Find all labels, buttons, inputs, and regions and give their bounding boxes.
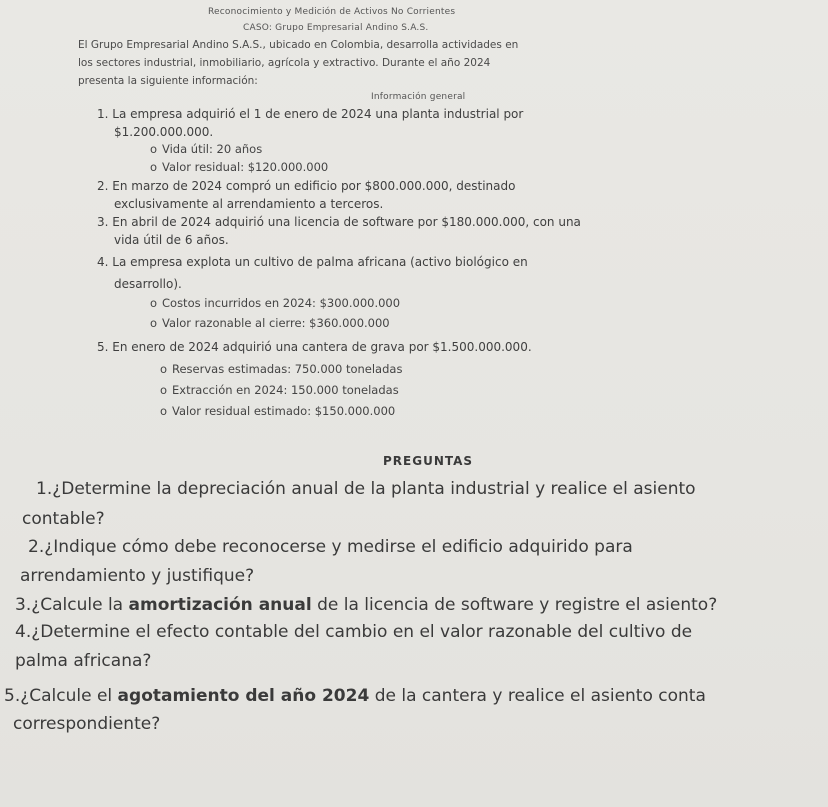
bullet-icon: o xyxy=(160,404,168,418)
item-5-sub-2: o Extracción en 2024: 150.000 toneladas xyxy=(160,383,399,397)
item-5-sub-1: o Reservas estimadas: 750.000 toneladas xyxy=(160,362,403,376)
item-1-line-b: $1.200.000.000. xyxy=(114,125,214,139)
item-3-line-b: vida útil de 6 años. xyxy=(114,233,229,247)
question-4-line-b: palma africana? xyxy=(15,651,152,671)
question-5: 5.¿Calcule el agotamiento del año 2024 de la cantera y realice el asiento conta xyxy=(4,686,706,706)
question-2-line-a: 2.¿Indique cómo debe reconocerse y medirse el edificio adquirido para xyxy=(28,537,633,557)
question-4-line-a: 4.¿Determine el efecto contable del cambio en el valor razonable del cultivo de xyxy=(15,622,693,642)
question-2-line-b: arrendamiento y justifique? xyxy=(20,566,255,586)
item-1-sub-1: o Vida útil: 20 años xyxy=(150,142,263,156)
item-2-line-b: exclusivamente al arrendamiento a terceros. xyxy=(114,197,384,211)
item-5-sub-3: o Valor residual estimado: $150.000.000 xyxy=(160,404,396,418)
question-3: 3.¿Calcule la amortización anual de la licencia de software y registre el asiento? xyxy=(15,595,718,615)
item-3-line-a: 3. En abril de 2024 adquirió una licencia de software por $180.000.000, con una xyxy=(97,215,581,229)
item-1-sub-2: o Valor residual: $120.000.000 xyxy=(150,160,329,174)
question-5-line-b: correspondiente? xyxy=(13,714,161,734)
questions-heading: PREGUNTAS xyxy=(383,454,474,468)
intro-line-2: los sectores industrial, inmobiliario, agrícola y extractivo. Durante el año 2024 xyxy=(78,57,491,69)
header-title: Reconocimiento y Medición de Activos No Corrientes xyxy=(208,7,456,17)
bullet-icon: o xyxy=(150,160,158,174)
bullet-icon: o xyxy=(150,316,158,330)
item-2-line-a: 2. En marzo de 2024 compró un edificio por $800.000.000, destinado xyxy=(97,179,516,193)
bullet-icon: o xyxy=(150,296,158,310)
case-title: CASO: Grupo Empresarial Andino S.A.S. xyxy=(243,23,429,33)
bullet-icon: o xyxy=(160,362,168,376)
item-4-sub-1: o Costos incurridos en 2024: $300.000.000 xyxy=(150,296,401,310)
question-1-line-b: contable? xyxy=(22,509,105,529)
info-heading: Información general xyxy=(371,92,466,102)
item-4-sub-2: o Valor razonable al cierre: $360.000.000 xyxy=(150,316,390,330)
question-1-line-a: 1.¿Determine la depreciación anual de la planta industrial y realice el asiento xyxy=(36,479,696,499)
item-1-line-a: 1. La empresa adquirió el 1 de enero de 2024 una planta industrial por xyxy=(97,107,524,121)
item-4-line-a: 4. La empresa explota un cultivo de palma africana (activo biológico en xyxy=(97,255,528,269)
item-4-line-b: desarrollo). xyxy=(114,277,182,291)
item-5-line-a: 5. En enero de 2024 adquirió una cantera de grava por $1.500.000.000. xyxy=(97,340,532,354)
bullet-icon: o xyxy=(160,383,168,397)
intro-line-3: presenta la siguiente información: xyxy=(78,75,258,87)
intro-line-1: El Grupo Empresarial Andino S.A.S., ubicado en Colombia, desarrolla actividades en xyxy=(78,39,519,51)
bullet-icon: o xyxy=(150,142,158,156)
